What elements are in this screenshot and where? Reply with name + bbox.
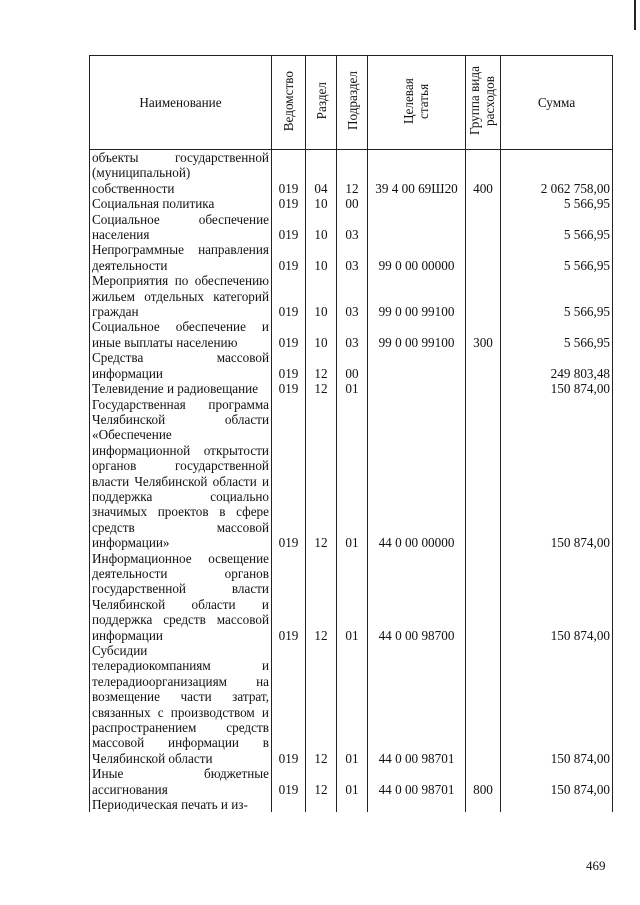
table-row: [90, 273, 613, 319]
cell-razdel: 10: [306, 196, 337, 211]
header-vedomstvo: Ведомство: [272, 56, 306, 150]
cell-podrazdel: 00: [337, 196, 368, 211]
table-row: [90, 350, 613, 381]
cell-razdel: 12: [306, 350, 337, 381]
budget-table: [89, 55, 613, 812]
cell-gruppa: 800: [466, 766, 501, 797]
cell-razdel: [306, 797, 337, 812]
cell-summa: 249 803,48: [501, 350, 613, 381]
cell-vedomstvo: 019: [272, 319, 306, 350]
cell-podrazdel: 01: [337, 643, 368, 766]
cell-gruppa: [466, 397, 501, 551]
table-row: [90, 551, 613, 643]
cell-razdel: 12: [306, 551, 337, 643]
table-row: [90, 643, 613, 766]
cell-name: Периодическая печать и из-: [90, 797, 272, 812]
cell-celevaya: [368, 212, 466, 243]
header-razdel: Раздел: [306, 56, 337, 150]
cell-vedomstvo: 019: [272, 350, 306, 381]
cell-name: объекты государственной (муниципальной) собственности: [90, 150, 272, 197]
cell-podrazdel: 01: [337, 551, 368, 643]
cell-celevaya: 44 0 00 00000: [368, 397, 466, 551]
cell-vedomstvo: 019: [272, 766, 306, 797]
header-podrazdel: Подраздел: [337, 56, 368, 150]
cell-name: Средства массовой информации: [90, 350, 272, 381]
header-row: [90, 56, 613, 150]
cell-podrazdel: 03: [337, 273, 368, 319]
cell-gruppa: 300: [466, 319, 501, 350]
cell-razdel: 12: [306, 381, 337, 396]
cell-celevaya: 39 4 00 69Ш20: [368, 150, 466, 197]
cell-celevaya: 44 0 00 98701: [368, 643, 466, 766]
cell-vedomstvo: 019: [272, 273, 306, 319]
cell-podrazdel: [337, 797, 368, 812]
cell-podrazdel: 00: [337, 350, 368, 381]
cell-celevaya: 44 0 00 98700: [368, 551, 466, 643]
header-summa: Сумма: [501, 56, 613, 150]
cell-razdel: 12: [306, 643, 337, 766]
header-name: Наименование: [90, 56, 272, 150]
cell-vedomstvo: 019: [272, 196, 306, 211]
cell-gruppa: [466, 797, 501, 812]
cell-summa: 5 566,95: [501, 196, 613, 211]
cell-podrazdel: 03: [337, 319, 368, 350]
cell-summa: 150 874,00: [501, 643, 613, 766]
cell-celevaya: [368, 381, 466, 396]
cell-summa: [501, 797, 613, 812]
cell-podrazdel: 03: [337, 212, 368, 243]
cell-name: Иные бюджетные ассигнования: [90, 766, 272, 797]
header-gruppa: Группа вида расходов: [466, 56, 501, 150]
cell-celevaya: 99 0 00 99100: [368, 319, 466, 350]
cell-gruppa: [466, 196, 501, 211]
cell-summa: 2 062 758,00: [501, 150, 613, 197]
table-row: [90, 212, 613, 243]
cell-name: Телевидение и радиовещание: [90, 381, 272, 396]
table-row: [90, 242, 613, 273]
cell-podrazdel: 01: [337, 397, 368, 551]
table-row: [90, 397, 613, 551]
cell-celevaya: 99 0 00 00000: [368, 242, 466, 273]
table-row: [90, 766, 613, 797]
cell-summa: 150 874,00: [501, 551, 613, 643]
cell-summa: 5 566,95: [501, 319, 613, 350]
cell-podrazdel: 01: [337, 766, 368, 797]
cell-celevaya: 99 0 00 99100: [368, 273, 466, 319]
cell-razdel: 12: [306, 766, 337, 797]
page-edge-line: [634, 0, 636, 30]
cell-celevaya: [368, 350, 466, 381]
cell-razdel: 10: [306, 242, 337, 273]
cell-summa: 5 566,95: [501, 242, 613, 273]
table-row: [90, 319, 613, 350]
cell-gruppa: [466, 242, 501, 273]
cell-summa: 5 566,95: [501, 212, 613, 243]
cell-name: Социальное обеспечение населения: [90, 212, 272, 243]
cell-gruppa: [466, 551, 501, 643]
cell-vedomstvo: [272, 797, 306, 812]
cell-razdel: 04: [306, 150, 337, 197]
cell-podrazdel: 12: [337, 150, 368, 197]
cell-name: Социальная политика: [90, 196, 272, 211]
table-row: [90, 797, 613, 812]
cell-gruppa: [466, 381, 501, 396]
cell-name: Государственная программа Челябинской области «Обеспечение информационной открытости органов государственной власти Челябинской области и поддержка социально значимых проектов в сфере средств массовой информации»: [90, 397, 272, 551]
cell-razdel: 12: [306, 397, 337, 551]
cell-summa: 5 566,95: [501, 273, 613, 319]
cell-celevaya: [368, 196, 466, 211]
cell-podrazdel: 03: [337, 242, 368, 273]
cell-name: Мероприятия по обеспечению жильем отдельных категорий граждан: [90, 273, 272, 319]
cell-celevaya: [368, 797, 466, 812]
cell-vedomstvo: 019: [272, 643, 306, 766]
cell-name: Социальное обеспечение и иные выплаты населению: [90, 319, 272, 350]
header-celevaya: Целевая статья: [368, 56, 466, 150]
cell-gruppa: [466, 350, 501, 381]
cell-name: Субсидии телерадиокомпаниям и телерадиоорганизациям на возмещение части затрат, связанных с производством и распространением средств массовой информации в Челябинской области: [90, 643, 272, 766]
table-row: [90, 381, 613, 396]
table-row: [90, 150, 613, 197]
cell-vedomstvo: 019: [272, 397, 306, 551]
cell-summa: 150 874,00: [501, 397, 613, 551]
cell-vedomstvo: 019: [272, 212, 306, 243]
cell-summa: 150 874,00: [501, 381, 613, 396]
cell-gruppa: [466, 212, 501, 243]
cell-razdel: 10: [306, 273, 337, 319]
cell-summa: 150 874,00: [501, 766, 613, 797]
cell-razdel: 10: [306, 319, 337, 350]
table-row: [90, 196, 613, 211]
cell-vedomstvo: 019: [272, 150, 306, 197]
cell-name: Информационное освещение деятельности органов государственной власти Челябинской области и поддержка средств массовой информации: [90, 551, 272, 643]
cell-vedomstvo: 019: [272, 242, 306, 273]
cell-vedomstvo: 019: [272, 551, 306, 643]
page-number: 469: [586, 858, 606, 873]
cell-razdel: 10: [306, 212, 337, 243]
cell-name: Непрограммные направления деятельности: [90, 242, 272, 273]
cell-vedomstvo: 019: [272, 381, 306, 396]
cell-gruppa: [466, 643, 501, 766]
cell-gruppa: [466, 273, 501, 319]
cell-gruppa: 400: [466, 150, 501, 197]
cell-podrazdel: 01: [337, 381, 368, 396]
cell-celevaya: 44 0 00 98701: [368, 766, 466, 797]
